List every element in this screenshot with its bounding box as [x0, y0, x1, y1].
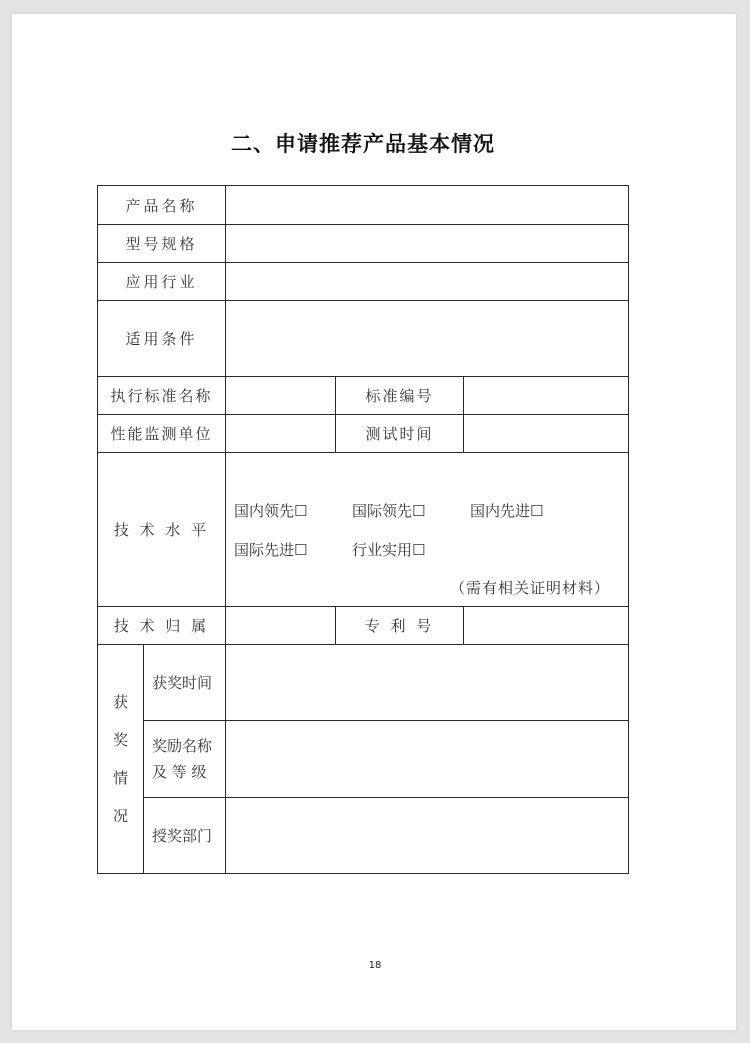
field-tech-owner[interactable]: [226, 607, 336, 645]
row-industry: [98, 263, 629, 301]
row-tech-level: [98, 453, 629, 607]
row-standard: [98, 377, 629, 415]
option-industry-practical[interactable]: 行业实用☐: [352, 541, 426, 559]
field-monitor-unit[interactable]: [226, 415, 336, 453]
label-conditions: 适用条件: [98, 301, 226, 377]
label-award-time: 获奖时间: [144, 645, 226, 721]
row-monitor: [98, 415, 629, 453]
page-number: 18: [368, 960, 382, 971]
label-award-name: 奖励名称 及 等 级: [144, 721, 226, 798]
field-conditions[interactable]: [226, 301, 629, 377]
row-tech-owner: [98, 607, 629, 645]
label-tech-level: 技 术 水 平: [98, 453, 226, 607]
field-award-time[interactable]: [226, 645, 629, 721]
field-award-name[interactable]: [226, 721, 629, 798]
tech-level-options: [226, 453, 629, 607]
field-test-time[interactable]: [464, 415, 629, 453]
field-industry[interactable]: [226, 263, 629, 301]
row-model-spec: [98, 225, 629, 263]
field-award-dept[interactable]: [226, 798, 629, 874]
row-award-name: [98, 721, 629, 798]
label-tech-owner: 技 术 归 属: [98, 607, 226, 645]
field-product-name[interactable]: [226, 186, 629, 225]
row-award-dept: [98, 798, 629, 874]
option-domestic-leading[interactable]: 国内领先☐: [234, 502, 308, 520]
tech-note: （需有相关证明材料）: [450, 579, 611, 597]
label-standard-no: 标准编号: [336, 377, 464, 415]
product-info-table: [97, 185, 629, 874]
option-domestic-advanced[interactable]: 国内先进☐: [470, 502, 544, 520]
row-award-time: [98, 645, 629, 721]
page-title: 二、申请推荐产品基本情况: [231, 132, 495, 156]
field-standard-no[interactable]: [464, 377, 629, 415]
label-product-name: 产品名称: [98, 186, 226, 225]
option-international-leading[interactable]: 国际领先☐: [352, 502, 426, 520]
field-model-spec[interactable]: [226, 225, 629, 263]
field-standard-name[interactable]: [226, 377, 336, 415]
label-monitor-unit: 性能监测单位: [98, 415, 226, 453]
label-patent-no: 专 利 号: [336, 607, 464, 645]
label-test-time: 测试时间: [336, 415, 464, 453]
label-award-dept: 授奖部门: [144, 798, 226, 874]
label-industry: 应用行业: [98, 263, 226, 301]
row-product-name: [98, 186, 629, 225]
label-award-group: 获 奖 情 况: [98, 645, 144, 874]
field-patent-no[interactable]: [464, 607, 629, 645]
option-international-advanced[interactable]: 国际先进☐: [234, 541, 308, 559]
row-conditions: [98, 301, 629, 377]
label-standard-name: 执行标准名称: [98, 377, 226, 415]
label-model-spec: 型号规格: [98, 225, 226, 263]
